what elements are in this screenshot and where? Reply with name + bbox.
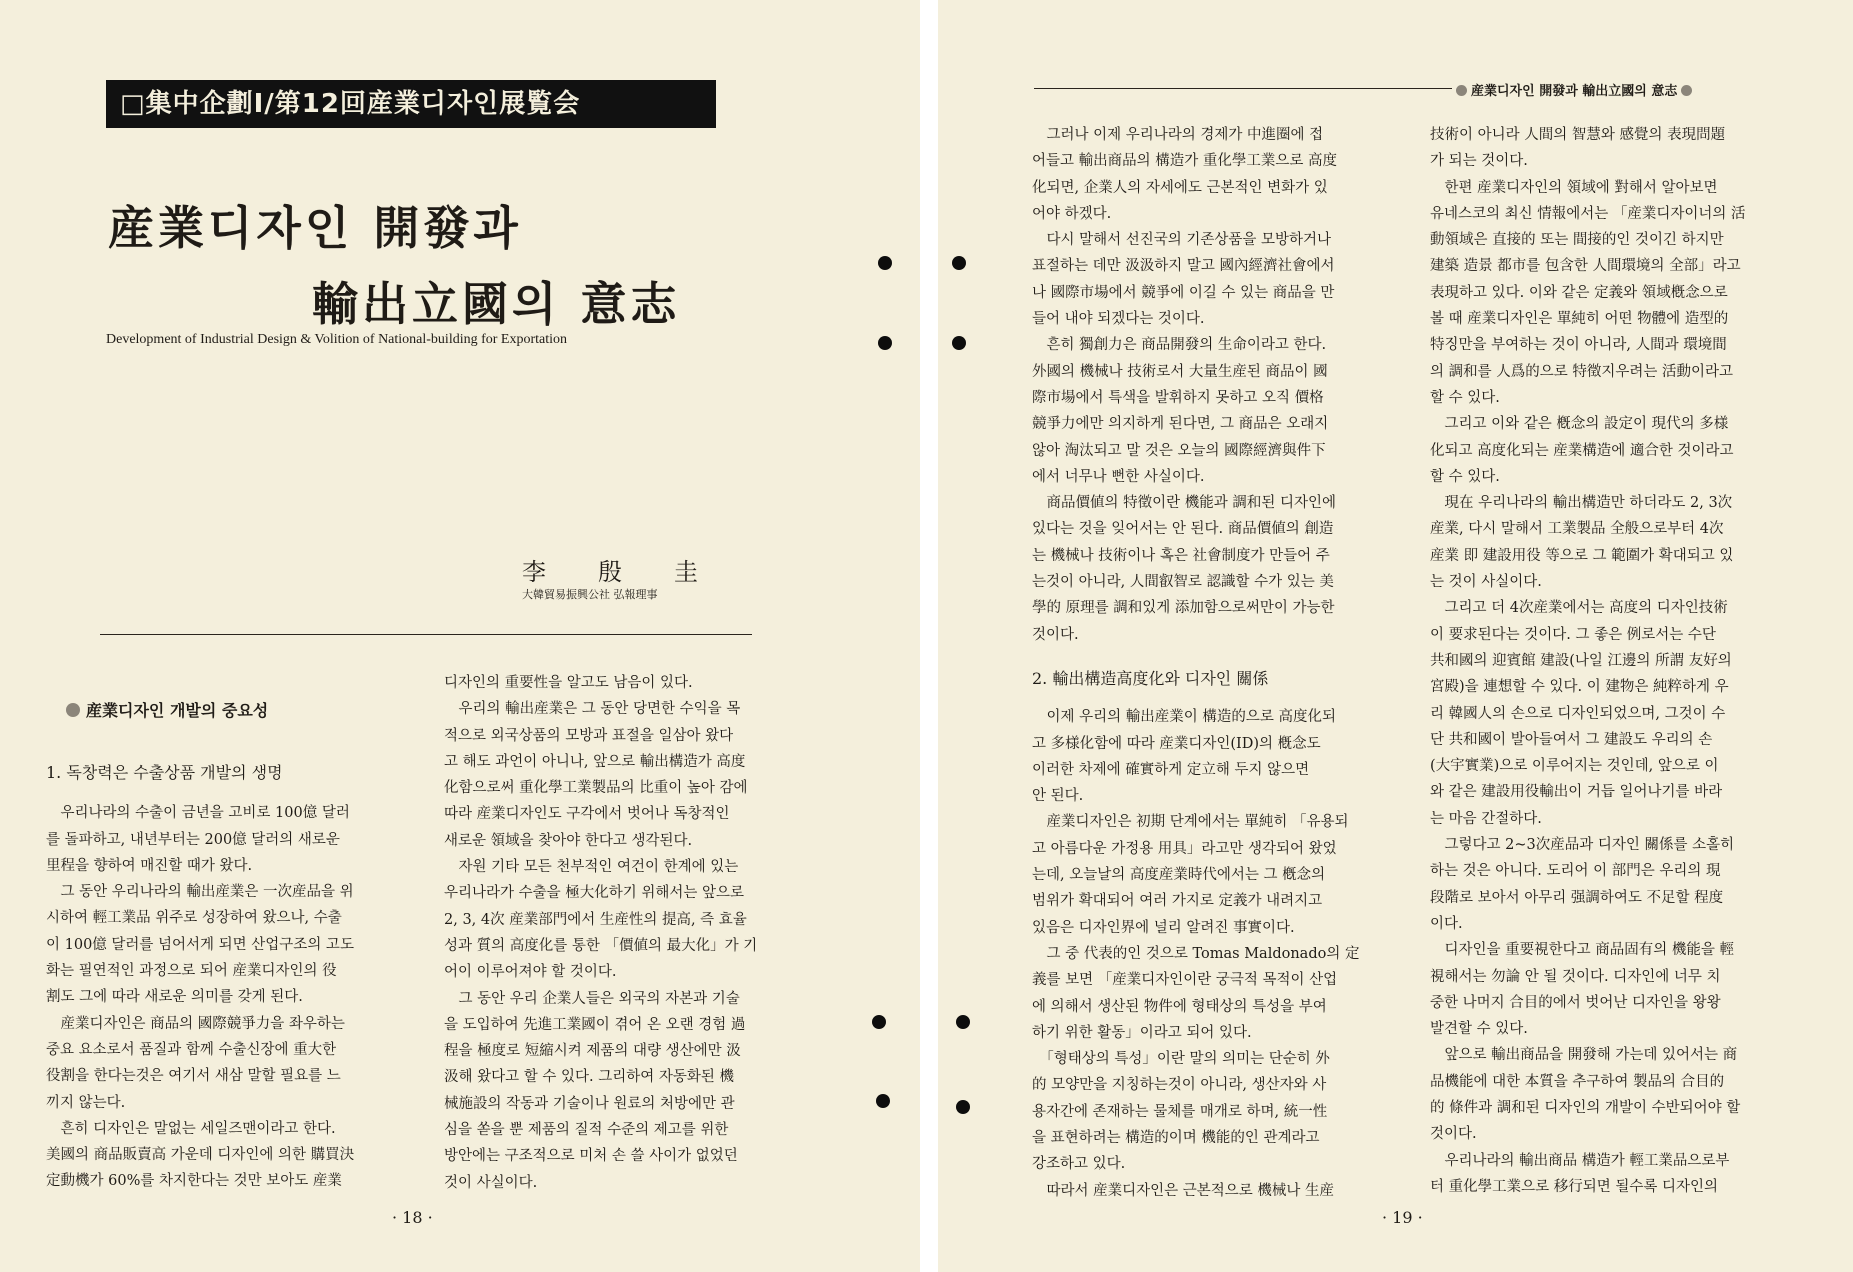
text-line: 를 돌파하고, 내년부터는 200億 달러의 새로운	[46, 831, 340, 848]
right-column-1-body	[1032, 122, 1394, 648]
text-line: 심을 쏟을 뿐 제품의 질적 수준의 제고를 위한	[444, 1122, 729, 1139]
text-line: 現在 우리나라의 輸出構造만 하더라도 2, 3次	[1430, 495, 1733, 512]
text-line: 한편 産業디자인의 領域에 對해서 알아보면	[1430, 179, 1718, 196]
text-line: 義를 보면 「産業디자인이란 궁극적 목적이 산업	[1032, 972, 1338, 989]
text-line: 建築 造景 都市를 包含한 人間環境의 全部」라고	[1430, 258, 1741, 275]
left-column-1	[46, 760, 408, 1195]
article-title-line2: 輸出立國의 意志	[312, 277, 681, 331]
text-line: 化함으로써 重化學工業製品의 比重이 높아 감에	[444, 780, 748, 797]
text-line: 을 도입하여 先進工業國이 겪어 온 오랜 경험 過	[444, 1016, 746, 1033]
author-name: 李殷圭	[522, 558, 750, 586]
text-line: 이러한 차제에 確實하게 定立해 두지 않으면	[1032, 761, 1310, 778]
text-line: 시하여 輕工業品 위주로 성장하여 왔으나, 수출	[46, 910, 342, 927]
text-line: 特징만을 부여하는 것이 아니라, 人間과 環境間	[1430, 337, 1727, 354]
text-line: 그러나 이제 우리나라의 경제가 中進圈에 접	[1032, 127, 1324, 143]
running-head-text: 産業디자인 開發과 輸出立國의 意志	[1471, 84, 1678, 99]
text-line: 産業 即 建設用役 等으로 그 範圍가 확대되고 있	[1430, 547, 1734, 564]
subheading-2: 2. 輸出構造高度化와 디자인 關係	[1032, 668, 1269, 688]
text-line: 宮殿)을 連想할 수 있다. 이 建物은 純粹하게 우	[1430, 679, 1729, 696]
text-line: 것이다.	[1032, 626, 1079, 643]
section-heading-text: 産業디자인 개발의 중요성	[86, 701, 269, 720]
left-column-1-body	[46, 800, 408, 1194]
binding-hole	[952, 336, 966, 350]
text-line: 産業디자인은 商品의 國際競爭力을 좌우하는	[46, 1015, 345, 1032]
text-line: 하는 것은 아니다. 도리어 이 部門은 우리의 現	[1430, 863, 1721, 880]
binding-hole	[876, 1094, 890, 1108]
text-line: 商品價値의 特徵이란 機能과 調和된 디자인에	[1032, 495, 1336, 512]
page-gutter	[920, 0, 938, 1272]
text-line: 새로운 領域을 찾아야 한다고 생각된다.	[444, 832, 693, 849]
text-line: 技術이 아니라 人間의 智慧와 感覺의 表現問題	[1430, 127, 1726, 143]
bullet-circle-icon	[66, 703, 80, 717]
text-line: 가 되는 것이다.	[1430, 153, 1528, 170]
text-line: 중한 나머지 合目的에서 벗어난 디자인을 왕왕	[1430, 994, 1721, 1011]
text-line: 할 수 있다.	[1430, 389, 1500, 406]
text-line: 2, 3, 4次 産業部門에서 生産性의 提高, 즉 효율	[444, 911, 747, 928]
subheading-1: 1. 독창력은 수출상품 개발의 생명	[46, 763, 283, 782]
text-line: 따라 産業디자인도 구각에서 벗어나 독창적인	[444, 806, 730, 823]
binding-hole	[872, 1015, 886, 1029]
text-line: 그 동안 우리 企業人들은 외국의 자본과 기술	[444, 990, 740, 1007]
running-head	[1452, 80, 1696, 99]
text-line: 중요 요소로서 품질과 함께 수출신장에 重大한	[46, 1041, 337, 1058]
right-column-1	[1032, 122, 1394, 1204]
text-line: 美國의 商品販賣高 가운데 디자인에 의한 購買決	[46, 1147, 355, 1164]
text-line: 品機能에 대한 本質을 추구하여 製品의 合目的	[1430, 1073, 1725, 1090]
divider	[100, 634, 752, 635]
text-line: 다시 말해서 선진국의 기존상품을 모방하거나	[1032, 232, 1332, 249]
text-line: 에서 너무나 뻔한 사실이다.	[1032, 468, 1205, 485]
text-line: 産業디자인은 初期 단계에서는 單純히 「유용되	[1032, 814, 1349, 831]
text-line: 이제 우리의 輸出産業이 構造的으로 高度化되	[1032, 709, 1336, 726]
text-line: 産業, 다시 말해서 工業製品 全般으로부터 4次	[1430, 521, 1724, 538]
text-line: 的 條件과 調和된 디자인의 개발이 수반되어야 할	[1430, 1099, 1741, 1116]
text-line: 표절하는 데만 汲汲하지 말고 國內經濟社會에서	[1032, 258, 1335, 275]
right-column-2-body	[1430, 122, 1792, 1200]
binding-hole	[956, 1100, 970, 1114]
text-line: 우리나라의 수출이 금년을 고비로 100億 달러	[46, 805, 350, 822]
text-line: 디자인을 重要視한다고 商品固有의 機能을 輕	[1430, 942, 1734, 959]
bullet-circle-icon	[1456, 85, 1467, 96]
text-line: 흔히 獨創力은 商品開發의 生命이라고 한다.	[1032, 337, 1327, 354]
text-line: 따라서 産業디자인은 근본적으로 機械나 生産	[1032, 1182, 1335, 1199]
text-line: 的 모양만을 지칭하는것이 아니라, 생산자와 사	[1032, 1077, 1327, 1094]
text-line: 表現하고 있다. 이와 같은 定義와 領域槪念으로	[1430, 284, 1728, 301]
text-line: 汲해 왔다고 할 수 있다. 그리하여 자동화된 機	[444, 1069, 734, 1086]
text-line: 용자간에 존재하는 물체를 매개로 하며, 統一性	[1032, 1103, 1328, 1120]
text-line: 는 機械나 技術이나 혹은 社會制度가 만들어 주	[1032, 547, 1330, 564]
section-heading	[66, 698, 268, 721]
text-line: 外國의 機械나 技術로서 大量生産된 商品이 國	[1032, 363, 1328, 380]
text-line: 것이다.	[1430, 1126, 1477, 1143]
text-line: 는데, 오늘날의 高度産業時代에서는 그 槪念의	[1032, 867, 1326, 884]
text-line: 끼지 않는다.	[46, 1094, 126, 1111]
text-line: 里程을 향하여 매진할 때가 왔다.	[46, 857, 253, 874]
text-line: 고 해도 과언이 아니나, 앞으로 輸出構造가 高度	[444, 753, 746, 770]
text-line: 리 韓國人의 손으로 디자인되었으며, 그것이 수	[1430, 705, 1726, 722]
text-line: 視해서는 勿論 안 될 것이다. 디자인에 너무 치	[1430, 968, 1721, 985]
text-line: 그리고 더 4次産業에서는 高度의 디자인技術	[1430, 600, 1728, 617]
left-page	[0, 0, 920, 1272]
text-line: 는것이 아니라, 人間叡智로 認識할 수가 있는 美	[1032, 574, 1334, 591]
text-line: 고 아름다운 가정용 用具」라고만 생각되어 왔었	[1032, 840, 1337, 857]
text-line: 와 같은 建設用役輸出이 거듭 일어나기를 바라	[1430, 784, 1723, 801]
text-line: 볼 때 産業디자인은 單純히 어떤 物體에 造型的	[1430, 311, 1729, 328]
text-line: 화는 필연적인 과정으로 되어 産業디자인의 役	[46, 963, 337, 980]
text-line: 강조하고 있다.	[1032, 1156, 1126, 1173]
author-affiliation: 大韓貿易振興公社 弘報理事	[522, 588, 658, 601]
text-line: 에 의해서 생산된 物件에 형태상의 특성을 부여	[1032, 998, 1327, 1015]
text-line: 割도 그에 따라 새로운 의미를 갖게 된다.	[46, 989, 303, 1006]
page-number-left: · 18 ·	[392, 1208, 433, 1227]
text-line: 그 동안 우리나라의 輸出産業은 一次産品을 위	[46, 884, 354, 901]
text-line: 우리나라의 輸出商品 構造가 輕工業品으로부	[1430, 1152, 1730, 1169]
text-line: 는 것이 사실이다.	[1430, 574, 1542, 591]
text-line: 할 수 있다.	[1430, 468, 1500, 485]
text-line: 것이 사실이다.	[444, 1174, 538, 1191]
text-line: 있다는 것을 잊어서는 안 된다. 商品價値의 創造	[1032, 521, 1334, 538]
text-line: 나 國際市場에서 競爭에 이길 수 있는 商品을 만	[1032, 284, 1335, 301]
right-page	[938, 0, 1853, 1272]
text-line: 共和國의 迎賓館 建設(나일 江邊의 所謂 友好의	[1430, 652, 1732, 669]
text-line: 어들고 輸出商品의 構造가 重化學工業으로 高度	[1032, 153, 1337, 170]
text-line: 際市場에서 특색을 발휘하지 못하고 오직 價格	[1032, 389, 1324, 406]
text-line: 械施設의 작동과 기술이나 원료의 처방에만 관	[444, 1095, 735, 1112]
text-line: (大宇實業)으로 이루어지는 것인데, 앞으로 이	[1430, 758, 1719, 775]
page-number-right: · 19 ·	[1382, 1208, 1423, 1227]
running-head-rule	[1034, 88, 1452, 89]
text-line: 「형태상의 특성」이란 말의 의미는 단순히 外	[1032, 1051, 1330, 1068]
text-line: 자원 기타 모든 천부적인 여건이 한계에 있는	[444, 859, 739, 876]
text-line: 앞으로 輸出商品을 開發해 가는데 있어서는 商	[1430, 1047, 1738, 1064]
text-line: 적으로 외국상품의 모방과 표절을 일삼아 왔다	[444, 727, 734, 744]
text-line: 안 된다.	[1032, 788, 1084, 805]
text-line: 競爭力에만 의지하게 된다면, 그 商品은 오래지	[1032, 416, 1329, 433]
binding-hole	[952, 256, 966, 270]
text-line: 디자인의 重要性을 알고도 남음이 있다.	[444, 675, 693, 691]
text-line: 學的 原理를 調和있게 添加함으로써만이 가능한	[1032, 600, 1335, 617]
text-line: 않아 淘汰되고 말 것은 오늘의 國際經濟與件下	[1032, 442, 1326, 459]
text-line: 役割을 한다는것은 여기서 새삼 말할 필요를 느	[46, 1068, 341, 1085]
text-line: 定動機가 60%를 차지한다는 것만 보아도 産業	[46, 1173, 342, 1190]
binding-hole	[878, 336, 892, 350]
text-line: 우리나라가 수출을 極大化하기 위해서는 앞으로	[444, 885, 745, 902]
binding-hole	[878, 256, 892, 270]
text-line: 하기 위한 활동」이라고 되어 있다.	[1032, 1024, 1252, 1041]
left-column-2	[444, 670, 806, 1196]
text-line: 段階로 보아서 아무리 强調하여도 不足할 程度	[1430, 889, 1724, 906]
text-line: 이다.	[1430, 915, 1463, 932]
text-line: 化되고 高度化되는 産業構造에 適合한 것이라고	[1430, 442, 1734, 459]
text-line: 그리고 이와 같은 槪念의 設定이 現代의 多様	[1430, 416, 1729, 433]
text-line: 動領域은 直接的 또는 間接的인 것이긴 하지만	[1430, 232, 1724, 249]
series-banner: □集中企劃Ⅰ/第12回産業디자인展覧会	[106, 80, 716, 128]
text-line: 어야 하겠다.	[1032, 205, 1112, 222]
right-column-1-body-2	[1032, 704, 1394, 1204]
text-line: 어이 이루어져야 할 것이다.	[444, 964, 617, 981]
text-line: 성과 質의 高度化를 통한 「價値의 最大化」가 기	[444, 937, 758, 954]
text-line: 고 多様化함에 따라 産業디자인(ID)의 槪念도	[1032, 735, 1321, 752]
text-line: 化되면, 企業人의 자세에도 근본적인 변화가 있	[1032, 179, 1328, 196]
text-line: 그렇다고 2~3次産品과 디자인 關係를 소홀히	[1430, 837, 1735, 854]
text-line: 그 중 代表的인 것으로 Tomas Maldonado의 定	[1032, 945, 1360, 962]
text-line: 는 마음 간절하다.	[1430, 810, 1542, 827]
text-line: 발견할 수 있다.	[1430, 1021, 1528, 1038]
binding-hole	[956, 1015, 970, 1029]
text-line: 있음은 디자인界에 널리 알려진 事實이다.	[1032, 919, 1295, 936]
text-line: 범위가 확대되어 여러 가지로 定義가 내려지고	[1032, 893, 1323, 910]
article-title-line1: 産業디자인 開發과	[108, 201, 522, 255]
text-line: 유네스코의 최신 情報에서는 「産業디자이너의 活	[1430, 205, 1746, 222]
text-line: 들어 내야 되겠다는 것이다.	[1032, 311, 1205, 328]
text-line: 방안에는 구조적으로 미처 손 쓸 사이가 없었던	[444, 1148, 738, 1165]
bullet-circle-icon	[1681, 85, 1692, 96]
text-line: 程을 極度로 短縮시켜 제품의 대량 생산에만 汲	[444, 1043, 741, 1060]
text-line: 이 要求된다는 것이다. 그 좋은 例로서는 수단	[1430, 626, 1716, 643]
text-line: 터 重化學工業으로 移行되면 될수록 디자인의	[1430, 1178, 1719, 1195]
english-subtitle: Development of Industrial Design & Volition of National-building for Exportation	[106, 332, 568, 347]
text-line: 단 共和國이 발아들여서 그 建設도 우리의 손	[1430, 731, 1713, 748]
right-column-2	[1430, 122, 1792, 1200]
text-line: 을 표현하려는 構造的이며 機能的인 관계라고	[1032, 1129, 1320, 1146]
text-line: 우리의 輸出産業은 그 동안 당면한 수익을 목	[444, 701, 741, 718]
text-line: 이 100億 달러를 넘어서게 되면 산업구조의 고도	[46, 936, 354, 953]
text-line: 흔히 디자인은 말없는 세일즈맨이라고 한다.	[46, 1120, 336, 1137]
left-column-2-body	[444, 670, 806, 1196]
text-line: 의 調和를 人爲的으로 特徵지우려는 活動이라고	[1430, 363, 1734, 380]
